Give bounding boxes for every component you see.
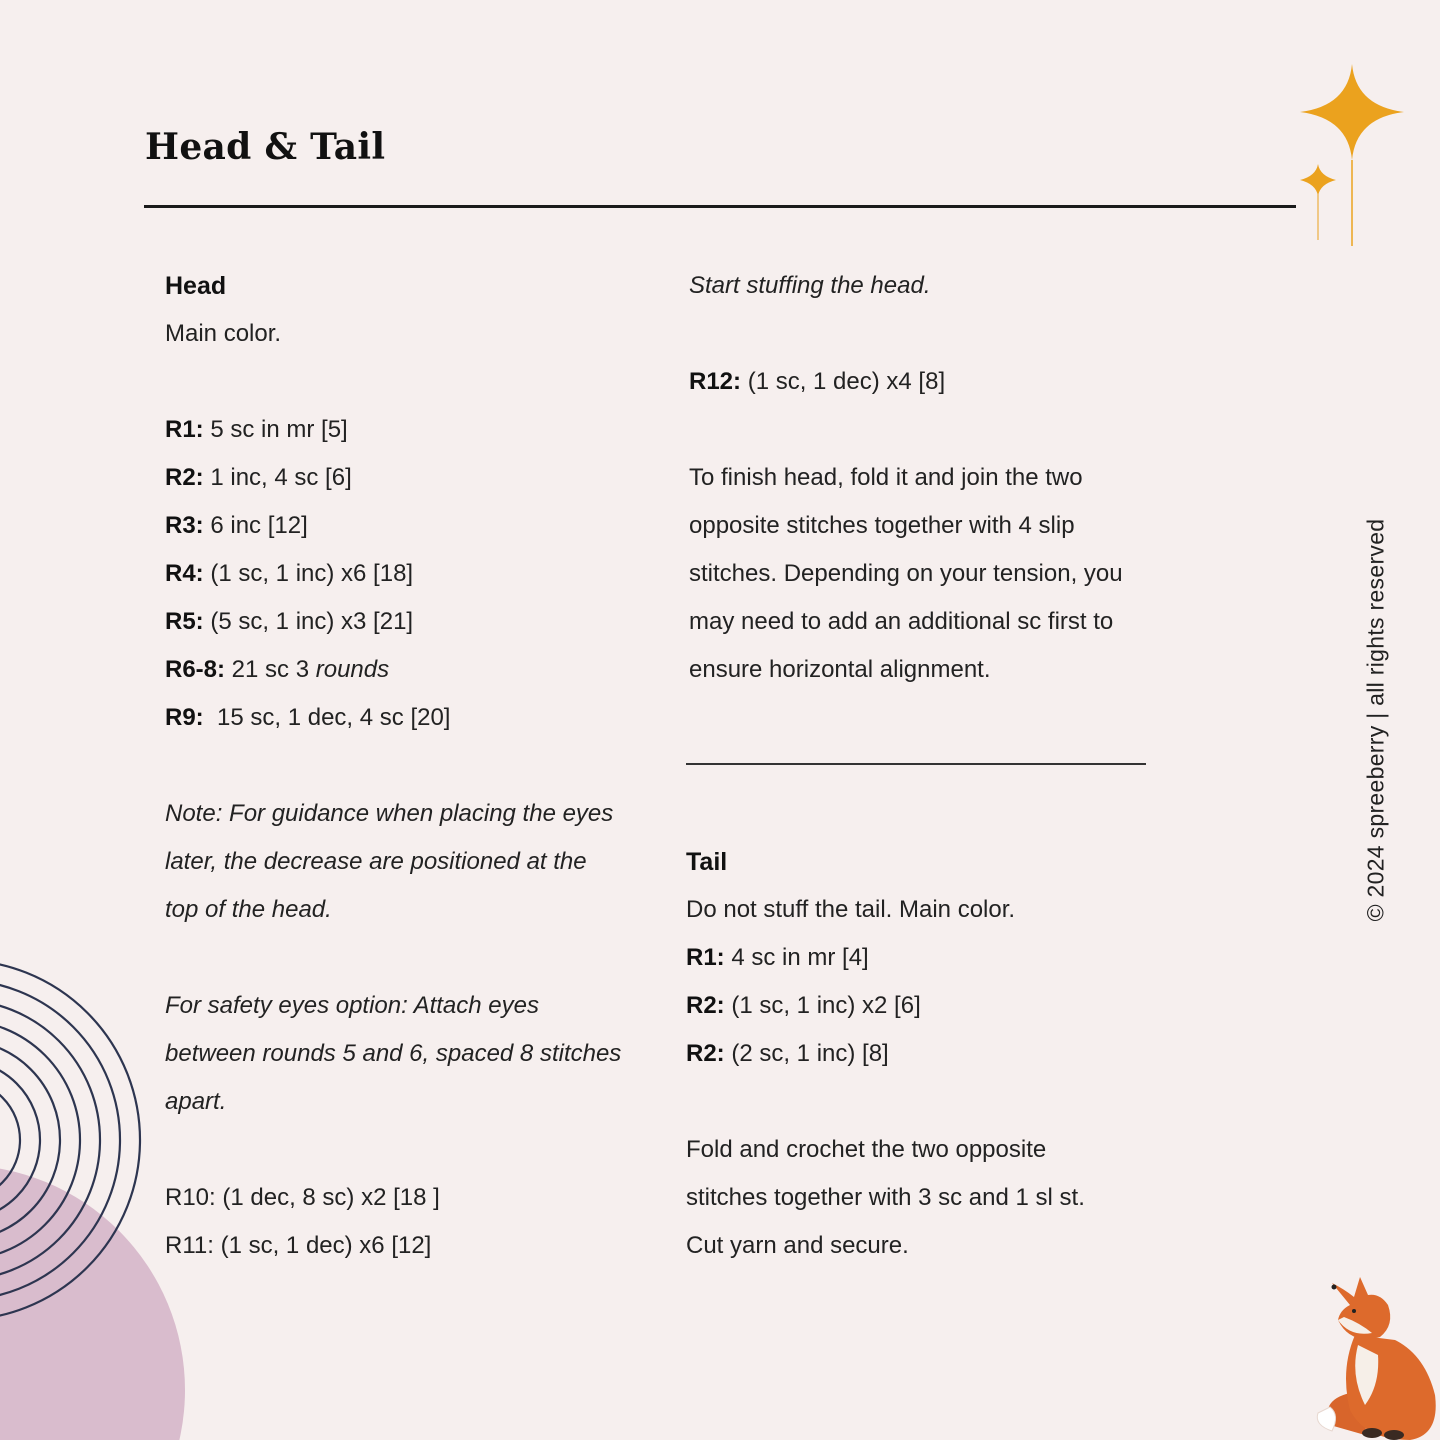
row-label: R2: xyxy=(686,992,725,1019)
row-label: R6-8: xyxy=(165,656,226,683)
head-row-r3 xyxy=(165,511,308,541)
page-title: Head & Tail xyxy=(145,126,386,168)
finish-head-line: To finish head, fold it and join the two xyxy=(689,464,1083,491)
row-text: 6 inc [12] xyxy=(203,512,308,539)
eye-guidance-note-line: Note: For guidance when placing the eyes xyxy=(165,800,614,827)
fox-illustration xyxy=(1310,1275,1440,1440)
row-label: R12: xyxy=(689,368,742,395)
row-label: R1: xyxy=(165,416,204,443)
tail-row-r2 xyxy=(686,991,921,1021)
row-text: (1 sc, 1 inc) x6 [18] xyxy=(203,560,414,587)
eye-guidance-note-line: top of the head. xyxy=(165,896,332,923)
tail-finish-line: Fold and crochet the two opposite xyxy=(686,1136,1047,1163)
copyright-notice: © 2024 spreeberry | all rights reserved xyxy=(1362,518,1389,922)
sparkle-star-icon xyxy=(1290,60,1410,250)
safety-eyes-note-line: For safety eyes option: Attach eyes xyxy=(165,992,539,1019)
finish-head-line: stitches. Depending on your tension, you xyxy=(689,560,1123,587)
head-row-r9 xyxy=(165,703,450,733)
tail-finish-line: stitches together with 3 sc and 1 sl st. xyxy=(686,1184,1085,1211)
tail-intro: Do not stuff the tail. Main color. xyxy=(686,896,1016,923)
row-label: R5: xyxy=(165,608,204,635)
row-label: R9: xyxy=(165,704,204,731)
section-divider xyxy=(686,763,1146,765)
tail-heading: Tail xyxy=(686,848,728,876)
row-text-italic: rounds xyxy=(315,656,390,683)
head-row-r5 xyxy=(165,607,413,637)
row-text: 15 sc, 1 dec, 4 sc [20] xyxy=(203,704,451,731)
finish-head-line: opposite stitches together with 4 slip xyxy=(689,512,1075,539)
head-row-r10: R10: (1 dec, 8 sc) x2 [18 ] xyxy=(165,1184,440,1211)
title-divider xyxy=(144,205,1296,208)
row-label: R3: xyxy=(165,512,204,539)
row-text: (5 sc, 1 inc) x3 [21] xyxy=(203,608,414,635)
head-row-r6-8 xyxy=(165,655,389,685)
head-row-r1 xyxy=(165,415,348,445)
row-label: R1: xyxy=(686,944,725,971)
finish-head-line: may need to add an additional sc first to xyxy=(689,608,1114,635)
row-text: (1 sc, 1 inc) x2 [6] xyxy=(724,992,921,1019)
concentric-arcs-decoration xyxy=(0,900,200,1440)
eye-guidance-note-line: later, the decrease are positioned at the xyxy=(165,848,587,875)
safety-eyes-note-line: apart. xyxy=(165,1088,227,1115)
head-heading: Head xyxy=(165,272,227,300)
row-text: (1 sc, 1 dec) x4 [8] xyxy=(741,368,946,395)
tail-row-r3 xyxy=(686,1039,889,1069)
head-row-r12 xyxy=(689,367,945,397)
row-text: 1 inc, 4 sc [6] xyxy=(203,464,352,491)
head-row-r4 xyxy=(165,559,413,589)
finish-head-line: ensure horizontal alignment. xyxy=(689,656,991,683)
row-text: 4 sc in mr [4] xyxy=(724,944,869,971)
stuffing-note: Start stuffing the head. xyxy=(689,272,931,299)
row-text: 5 sc in mr [5] xyxy=(203,416,348,443)
head-row-r11: R11: (1 sc, 1 dec) x6 [12] xyxy=(165,1232,432,1259)
row-label: R2: xyxy=(686,1040,725,1067)
row-text: 21 sc 3 xyxy=(225,656,316,683)
row-text: (2 sc, 1 inc) [8] xyxy=(724,1040,889,1067)
row-label: R4: xyxy=(165,560,204,587)
head-row-r2 xyxy=(165,463,352,493)
tail-finish-line: Cut yarn and secure. xyxy=(686,1232,909,1259)
safety-eyes-note-line: between rounds 5 and 6, spaced 8 stitches xyxy=(165,1040,622,1067)
head-intro: Main color. xyxy=(165,320,282,347)
row-label: R2: xyxy=(165,464,204,491)
tail-row-r1 xyxy=(686,943,869,973)
